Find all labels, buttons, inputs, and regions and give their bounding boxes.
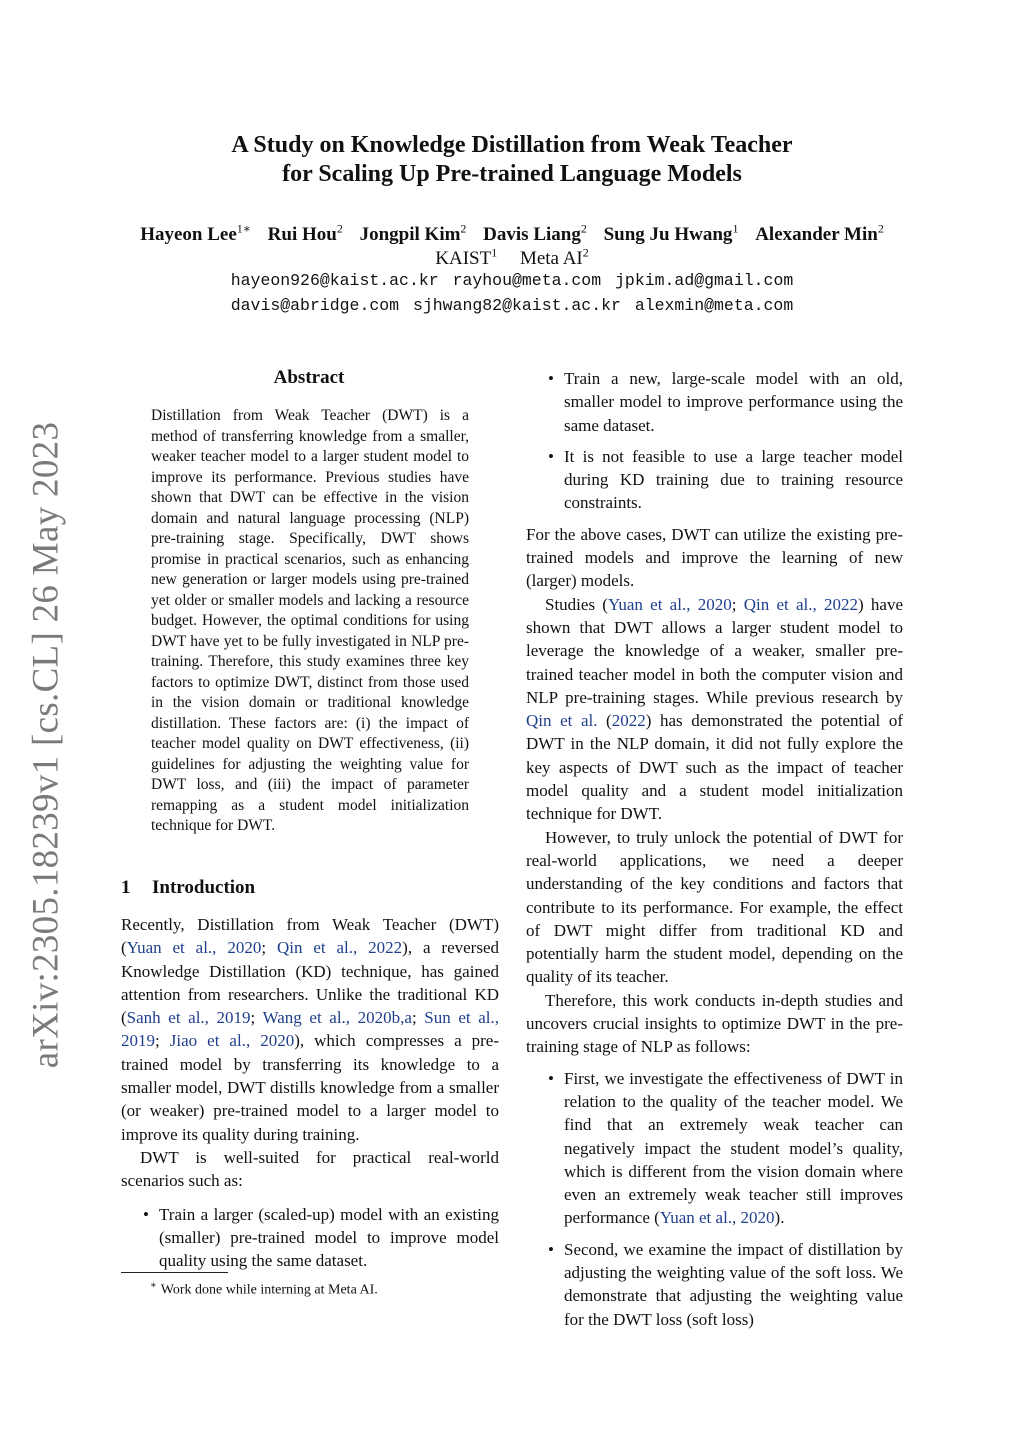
section-number: 1 [121, 877, 131, 898]
list-item: • Train a larger (scaled-up) model with an existing (smaller) pre-trained model to improve model quality using the same dataset. [121, 1203, 499, 1273]
arxiv-identifier: arXiv:2305.18239v1 [cs.CL] 26 May 2023 [25, 421, 67, 1069]
footnote-divider [121, 1272, 228, 1273]
intro-paragraph-1: Recently, Distillation from Weak Teacher (DWT) (Yuan et al., 2020; Qin et al., 2022), a reversed Knowledge Distillation (KD) technique, has gained attention from researchers. Unlike the traditional KD (Sanh et al., 2019; Wang et al., 2020b,a; Sun et al., 2019; Jiao et al., 2020), which compresses a pre-trained model by transferring its knowledge to a smaller model, DWT distills knowledge from a smaller (or weaker) pre-trained model to a larger model to improve its quality during training. [121, 915, 500, 1144]
abstract-heading: Abstract [273, 367, 345, 388]
contribution-list [526, 1067, 903, 1331]
email-address[interactable]: alexmin@meta.com [634, 296, 794, 315]
citation-link[interactable]: Qin et al., 2022 [743, 594, 858, 614]
email-address[interactable]: rayhou@meta.com [452, 271, 602, 290]
citation-link[interactable]: Sun et al., 2019 [121, 1008, 500, 1051]
author: Davis Liang$^2$ [483, 222, 587, 246]
right-column-body [526, 367, 903, 1339]
email-address[interactable]: davis@abridge.com [230, 296, 400, 315]
section-heading [121, 877, 499, 899]
citation-link[interactable]: Yuan et al., 2020 [659, 1208, 775, 1228]
author: Rui Hou$^2$ [267, 222, 343, 246]
email-line-1 [0, 268, 1024, 293]
paragraph: Studies (Yuan et al., 2020; Qin et al., 2022) have shown that DWT allows a larger student model to leverage the knowledge of a weaker, smaller pre-trained teacher model in both the computer vision and NLP pre-training stages. While previous research by Qin et al. (2022) has demonstrated the potential of DWT in the NLP domain, it did not fully explore the key aspects of DWT such as the impact of teacher model quality and a student model initialization technique for DWT. [526, 594, 904, 824]
paragraph: Therefore, this work conducts in-depth studies and uncovers crucial insights to optimize DWT in the pre-training stage of NLP as follows: [526, 990, 903, 1057]
paper-title [0, 131, 1024, 189]
author: Jongpil Kim$^2$ [359, 222, 467, 246]
email-address[interactable]: hayeon926@kaist.ac.kr [230, 271, 439, 290]
citation-link[interactable]: Yuan et al., 2020 [607, 594, 732, 614]
list-item: • First, we investigate the effectiveness of DWT in relation to the quality of the teacher model. We find that an extremely weak teacher can negatively impact the student model’s quality, which is different from the vision domain where even an extremely weak teacher still improves performance (Yuan et al., 2020). [526, 1067, 903, 1230]
paragraph: However, to truly unlock the potential of DWT for real-world applications, we need a deeper understanding of the key conditions and factors that contribute to its performance. For example, the effect of DWT might differ from traditional KD and potentially harm the student model, depending on the quality of its teacher. [526, 827, 903, 987]
email-address[interactable]: jpkim.ad@gmail.com [615, 271, 794, 290]
affiliation: KAIST$^1$ [435, 246, 498, 270]
scenario-list [121, 1203, 499, 1273]
intro-paragraph-2: DWT is well-suited for practical real-world scenarios such as: [121, 1147, 499, 1191]
left-column-body [121, 913, 499, 1280]
author: Sung Ju Hwang$^1$ [603, 222, 739, 246]
citation-link[interactable]: Sanh et al., 2019 [126, 1008, 251, 1028]
title-line-1: A Study on Knowledge Distillation from Weak Teacher [231, 132, 793, 158]
author: Hayeon Lee$^{1∗}$ [140, 222, 251, 246]
abstract-text: Distillation from Weak Teacher (DWT) is a method of transferring knowledge from a smaller, weaker teacher model to a larger student model to improve its performance. Previous studies have shown that DWT can be effective in the vision domain and natural language processing (NLP) pre-training stage. Specifically, DWT shows promise in practical scenarios, such as enhancing new generation or larger models using pre-trained yet older or smaller models and lacking a resource budget. However, the optimal conditions for using DWT have yet to be fully investigated in NLP pre-training. Therefore, this study examines three key factors to optimize DWT, distinct from those used in the vision domain or traditional knowledge distillation. These factors are: (i) the impact of teacher model quality on DWT effectiveness, (ii) guidelines for adjusting the weighting value for DWT loss, and (iii) the impact of parameter remapping as a student model initialization technique for DWT. [151, 407, 469, 834]
email-address[interactable]: sjhwang82@kaist.ac.kr [412, 296, 621, 315]
citation-link[interactable]: Yuan et al., 2020 [126, 938, 262, 958]
footnote: ∗ Work done while interning at Meta AI. [150, 1280, 378, 1298]
citation-link[interactable]: 2022 [611, 711, 646, 731]
author: Alexander Min$^2$ [755, 222, 884, 246]
email-list [0, 268, 1024, 318]
section-title: Introduction [152, 877, 256, 898]
citation-link[interactable]: Qin et al. [526, 711, 598, 731]
affiliation: Meta $AI^2$ [519, 246, 589, 270]
list-item: • Second, we examine the impact of distillation by adjusting the weighting value of the soft loss. We demonstrate that adjusting the weighting value for the DWT loss (soft loss) [526, 1238, 903, 1331]
citation-link[interactable]: Jiao et al., 2020 [169, 1031, 295, 1051]
list-item: • Train a new, large-scale model with an old, smaller model to improve performance using the same dataset. [526, 367, 903, 437]
scenario-list-continued [526, 367, 903, 515]
title-line-2: for Scaling Up Pre-trained Language Models [282, 161, 742, 187]
citation-link[interactable]: Qin et al., 2022 [276, 938, 403, 958]
list-item: • It is not feasible to use a large teacher model during KD training due to training resource constraints. [526, 445, 903, 515]
paragraph: For the above cases, DWT can utilize the existing pre-trained models and improve the learning of new (larger) models. [526, 524, 903, 591]
email-line-2 [0, 293, 1024, 318]
affiliation-list [0, 241, 1024, 271]
citation-link[interactable]: Wang et al., 2020b,a [262, 1008, 412, 1028]
